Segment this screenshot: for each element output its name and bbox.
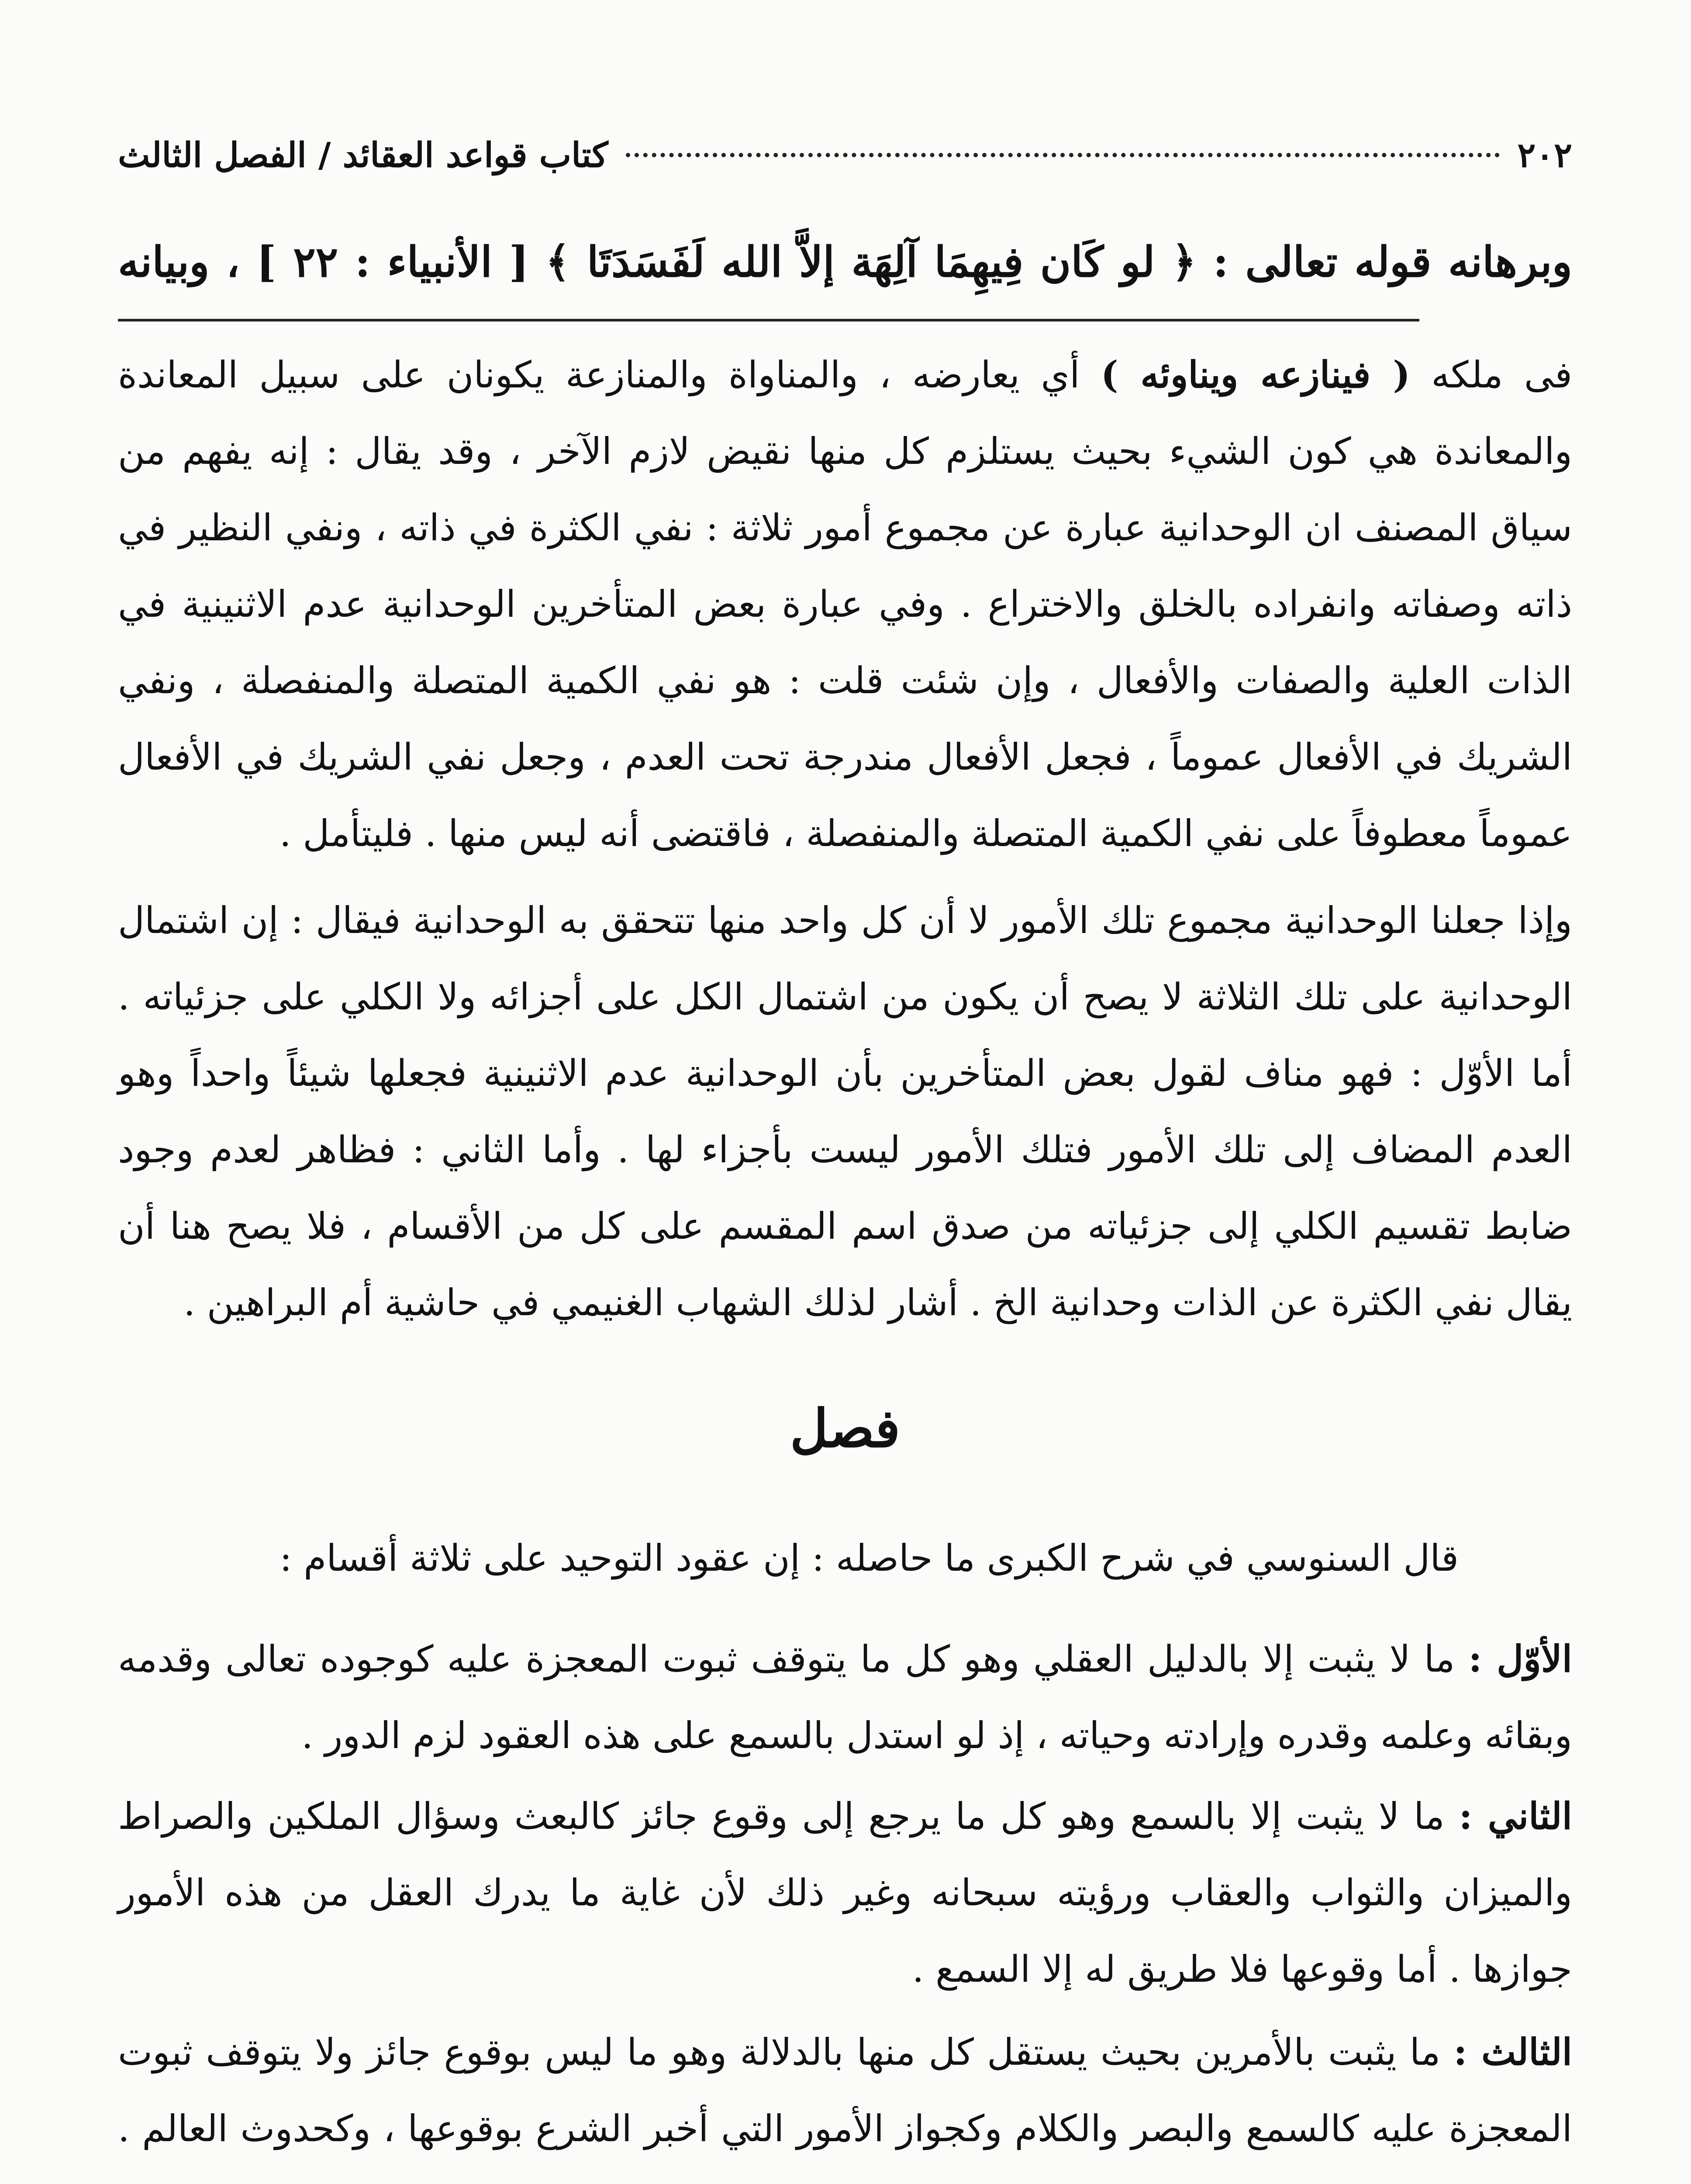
category-label: الأوّل : [1468, 1637, 1573, 1680]
commentary-bold-phrase: ( فينازعه ويناوئه ) [1101, 353, 1410, 396]
proof-line: وبرهانه قوله تعالى : ﴿ لو كَان فِيهِمَا آلِهَة إلاَّ الله لَفَسَدَتَا ﴾ [ الأنبياء : ٢٢ ] ، وبيانه [118, 237, 1573, 287]
commentary-text: فى ملكه [1431, 353, 1573, 396]
category-label: الثاني : [1459, 1794, 1572, 1838]
category-label: الثالث : [1453, 2030, 1573, 2073]
book-page [118, 83, 1572, 2184]
commentary-text: أي يعارضه ، والمناواة والمنازعة يكونان على سبيل المعاندة والمعاندة هي كون الشيء بحيث يستلزم كل منها نقيض لازم الآخر ، وقد يقال : إنه يفهم من سياق المصنف ان الوحدانية عبارة عن مجموع أمور ثلاثة : نفي الكثرة في ذاته ، ونفي النظير في ذاته وصفاته وانفراده بالخلق والاختراع . وفي عبارة بعض المتأخرين الوحدانية عدم الاثنينية في الذات العلية والصفات والأفعال ، وإن شئت قلت : هو نفي الكمية المتصلة والمنفصلة ، ونفي الشريك في الأفعال عموماً ، فجعل الأفعال مندرجة تحت العدم ، وجعل نفي الشريك في الأفعال عموماً معطوفاً على نفي الكمية المتصلة والمنفصلة ، فاقتضى أنه ليس منها . فليتأمل . [118, 353, 1572, 855]
running-header [118, 122, 1572, 188]
category-first [118, 1621, 1572, 1774]
dotted-leader [626, 153, 1500, 157]
section-heading: فصل [790, 1398, 901, 1459]
category-third [118, 2014, 1572, 2184]
commentary-paragraph-1 [118, 336, 1572, 872]
category-text: ما لا يثبت إلا بالسمع وهو كل ما يرجع إلى وقوع جائز كالبعث وسؤال الملكين والصراط والميزان والثواب والعقاب ورؤيته سبحانه وغير ذلك لأن غاية ما يدرك العقل من هذه الأمور جوازها . أما وقوعها فلا طريق له إلا السمع . [118, 1795, 1573, 1990]
commentary-paragraph-2: وإذا جعلنا الوحدانية مجموع تلك الأمور لا أن كل واحد منها تتحقق به الوحدانية فيقال : إن اشتمال الوحدانية على تلك الثلاثة لا يصح أن يكون من اشتمال الكل على أجزائه ولا الكلي على جزئياته . أما الأوّل : فهو مناف لقول بعض المتأخرين بأن الوحدانية عدم الاثنينية فجعلها شيئاً واحداً وهو العدم المضاف إلى تلك الأمور فتلك الأمور ليست بأجزاء لها . وأما الثاني : فظاهر لعدم وجود ضابط تقسيم الكلي إلى جزئياته من صدق اسم المقسم على كل من الأقسام ، فلا يصح هنا أن يقال نفي الكثرة عن الذات وحدانية الخ . أشار لذلك الشهاب الغنيمي في حاشية أم البراهين . [118, 899, 1573, 1324]
category-text: ما يثبت بالأمرين بحيث يستقل كل منها بالدلالة وهو ما ليس بوقوع جائز ولا يتوقف ثبوت المعجزة عليه كالسمع والبصر والكلام وكجواز الأمور التي أخبر الشرع بوقوعها ، وكحدوث العالم . [118, 2031, 1572, 2150]
section-intro: قال السنوسي في شرح الكبرى ما حاصله : إن عقود التوحيد على ثلاثة أقسام : [280, 1537, 1459, 1579]
category-text: ما لا يثبت إلا بالدليل العقلي وهو كل ما يتوقف ثبوت المعجزة عليه كوجوده تعالى وقدمه وبقائه وعلمه وقدره وإرادته وحياته ، إذ لو استدل بالسمع على هذه العقود لزم الدور . [118, 1638, 1572, 1757]
running-title: كتاب قواعد العقائد / الفصل الثالث [118, 135, 608, 175]
page-number: ٢٠٢ [1517, 135, 1572, 175]
separator-rule [118, 319, 1419, 321]
category-second [118, 1778, 1572, 2008]
